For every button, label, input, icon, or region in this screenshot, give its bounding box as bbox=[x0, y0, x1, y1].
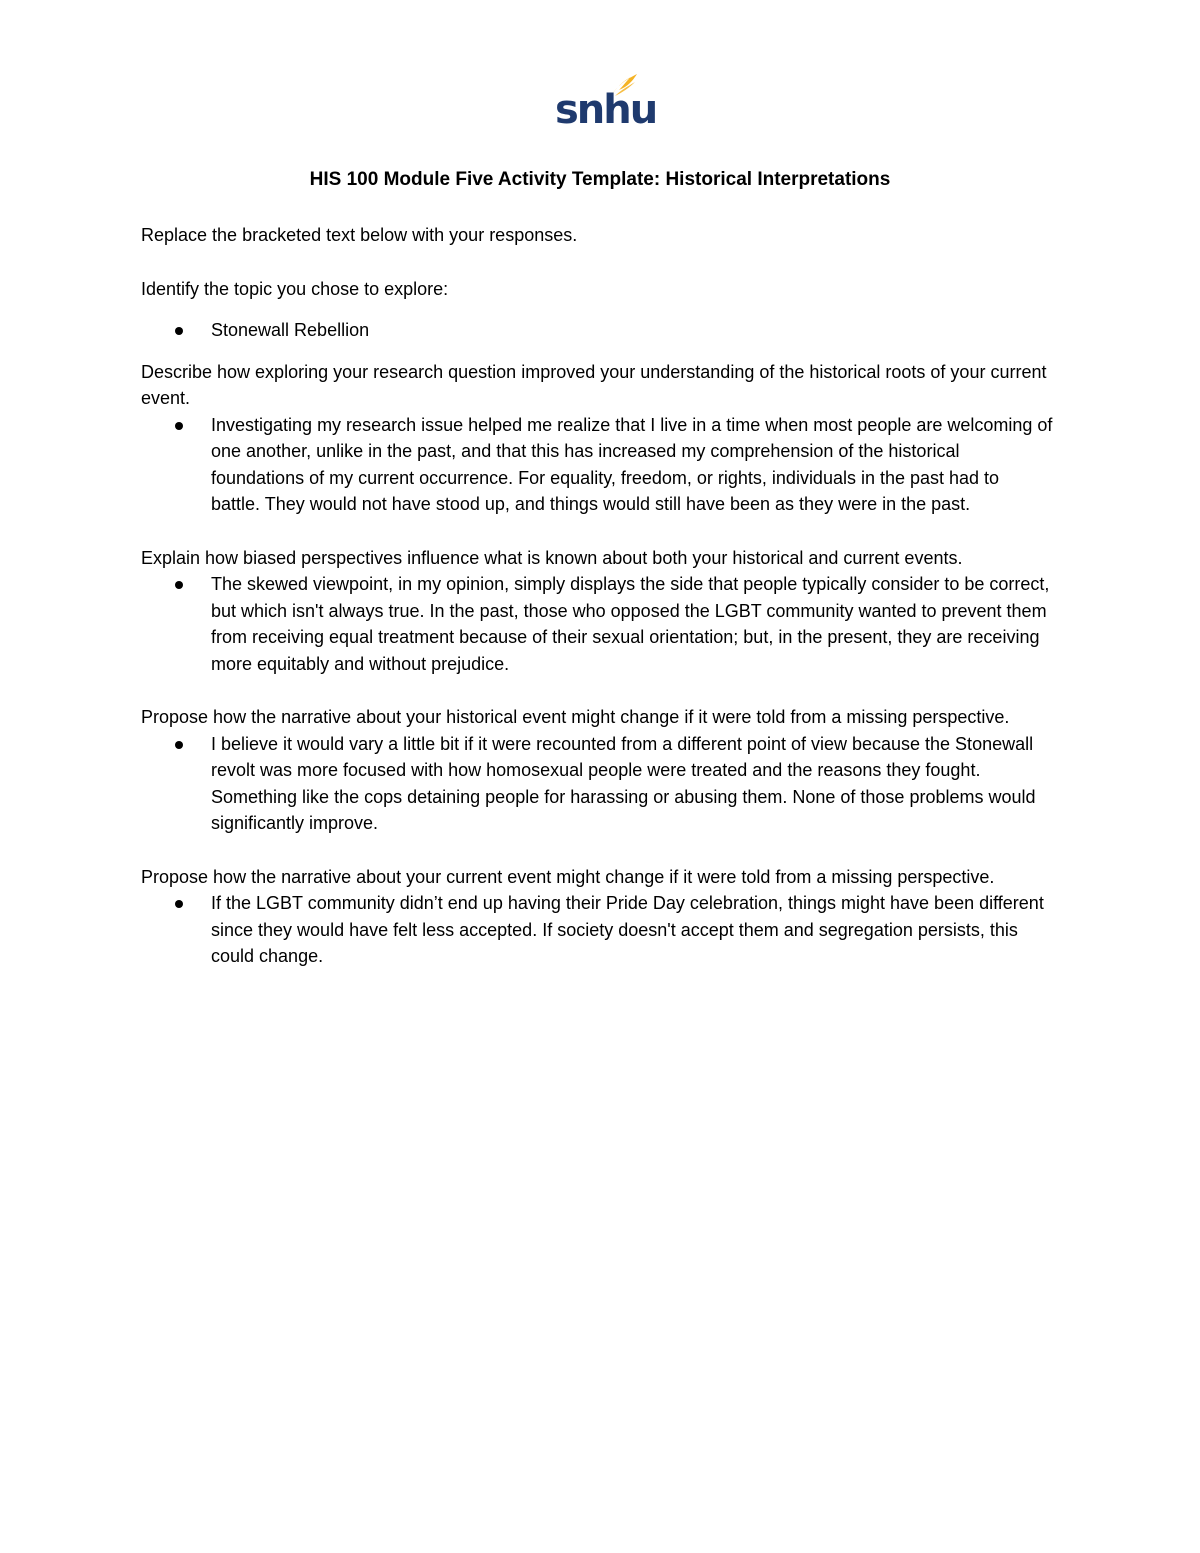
prompt-topic: Identify the topic you chose to explore: bbox=[141, 278, 449, 299]
list-item bbox=[141, 317, 1061, 344]
response-list-current-missing-perspective bbox=[141, 890, 1061, 970]
prompt-understanding: Describe how exploring your research question improved your understanding of the historical roots of your current event. bbox=[141, 361, 1047, 408]
prompt-current-missing-perspective: Propose how the narrative about your current event might change if it were told from a missing perspective. bbox=[141, 866, 995, 887]
logo-wordmark: snhu bbox=[555, 87, 657, 133]
response-historical-missing-perspective: I believe it would vary a little bit if it were recounted from a different point of view because the Stonewall revolt was more focused with how homosexual people were treated and the reasons they fought. Something like the cops detaining people for harassing or abusing them. None of those problems would significantly improve. bbox=[211, 733, 1036, 833]
bullet-icon bbox=[175, 422, 183, 430]
response-list-historical-missing-perspective bbox=[141, 731, 1061, 837]
document-body bbox=[141, 222, 1061, 970]
response-current-missing-perspective: If the LGBT community didn’t end up having their Pride Day celebration, things might have been different since they would have felt less accepted. If society doesn't accept them and segregation persists, this could change. bbox=[211, 893, 1044, 966]
bullet-icon bbox=[175, 327, 183, 335]
bullet-icon bbox=[175, 581, 183, 589]
list-item bbox=[141, 890, 1061, 970]
list-item bbox=[141, 571, 1061, 677]
document-title: HIS 100 Module Five Activity Template: Historical Interpretations bbox=[309, 169, 891, 190]
response-list-understanding bbox=[141, 412, 1061, 518]
prompt-biased-perspectives: Explain how biased perspectives influence what is known about both your historical and current events. bbox=[141, 547, 963, 568]
bullet-icon bbox=[175, 900, 183, 908]
response-topic: Stonewall Rebellion bbox=[211, 320, 370, 340]
response-biased-perspectives: The skewed viewpoint, in my opinion, simply displays the side that people typically consider to be correct, but which isn't always true. In the past, those who opposed the LGBT community wanted to prevent them from receiving equal treatment because of their sexual orientation; but, in the present, they are receiving more equitably and without prejudice. bbox=[211, 574, 1050, 674]
response-list-biased-perspectives bbox=[141, 571, 1061, 677]
bullet-icon bbox=[175, 741, 183, 749]
list-item bbox=[141, 412, 1061, 518]
instruction-text: Replace the bracketed text below with your responses. bbox=[141, 225, 578, 245]
snhu-logo bbox=[555, 72, 657, 134]
response-understanding: Investigating my research issue helped me realize that I live in a time when most people are welcoming of one another, unlike in the past, and that this has increased my comprehension of the historical foundations of my current occurrence. For equality, freedom, or rights, individuals in the past had to battle. They would not have stood up, and things would still have been as they were in the past. bbox=[211, 414, 1053, 514]
prompt-historical-missing-perspective: Propose how the narrative about your historical event might change if it were told from a missing perspective. bbox=[141, 707, 1010, 727]
list-item bbox=[141, 731, 1061, 837]
response-list-topic bbox=[141, 317, 1061, 344]
